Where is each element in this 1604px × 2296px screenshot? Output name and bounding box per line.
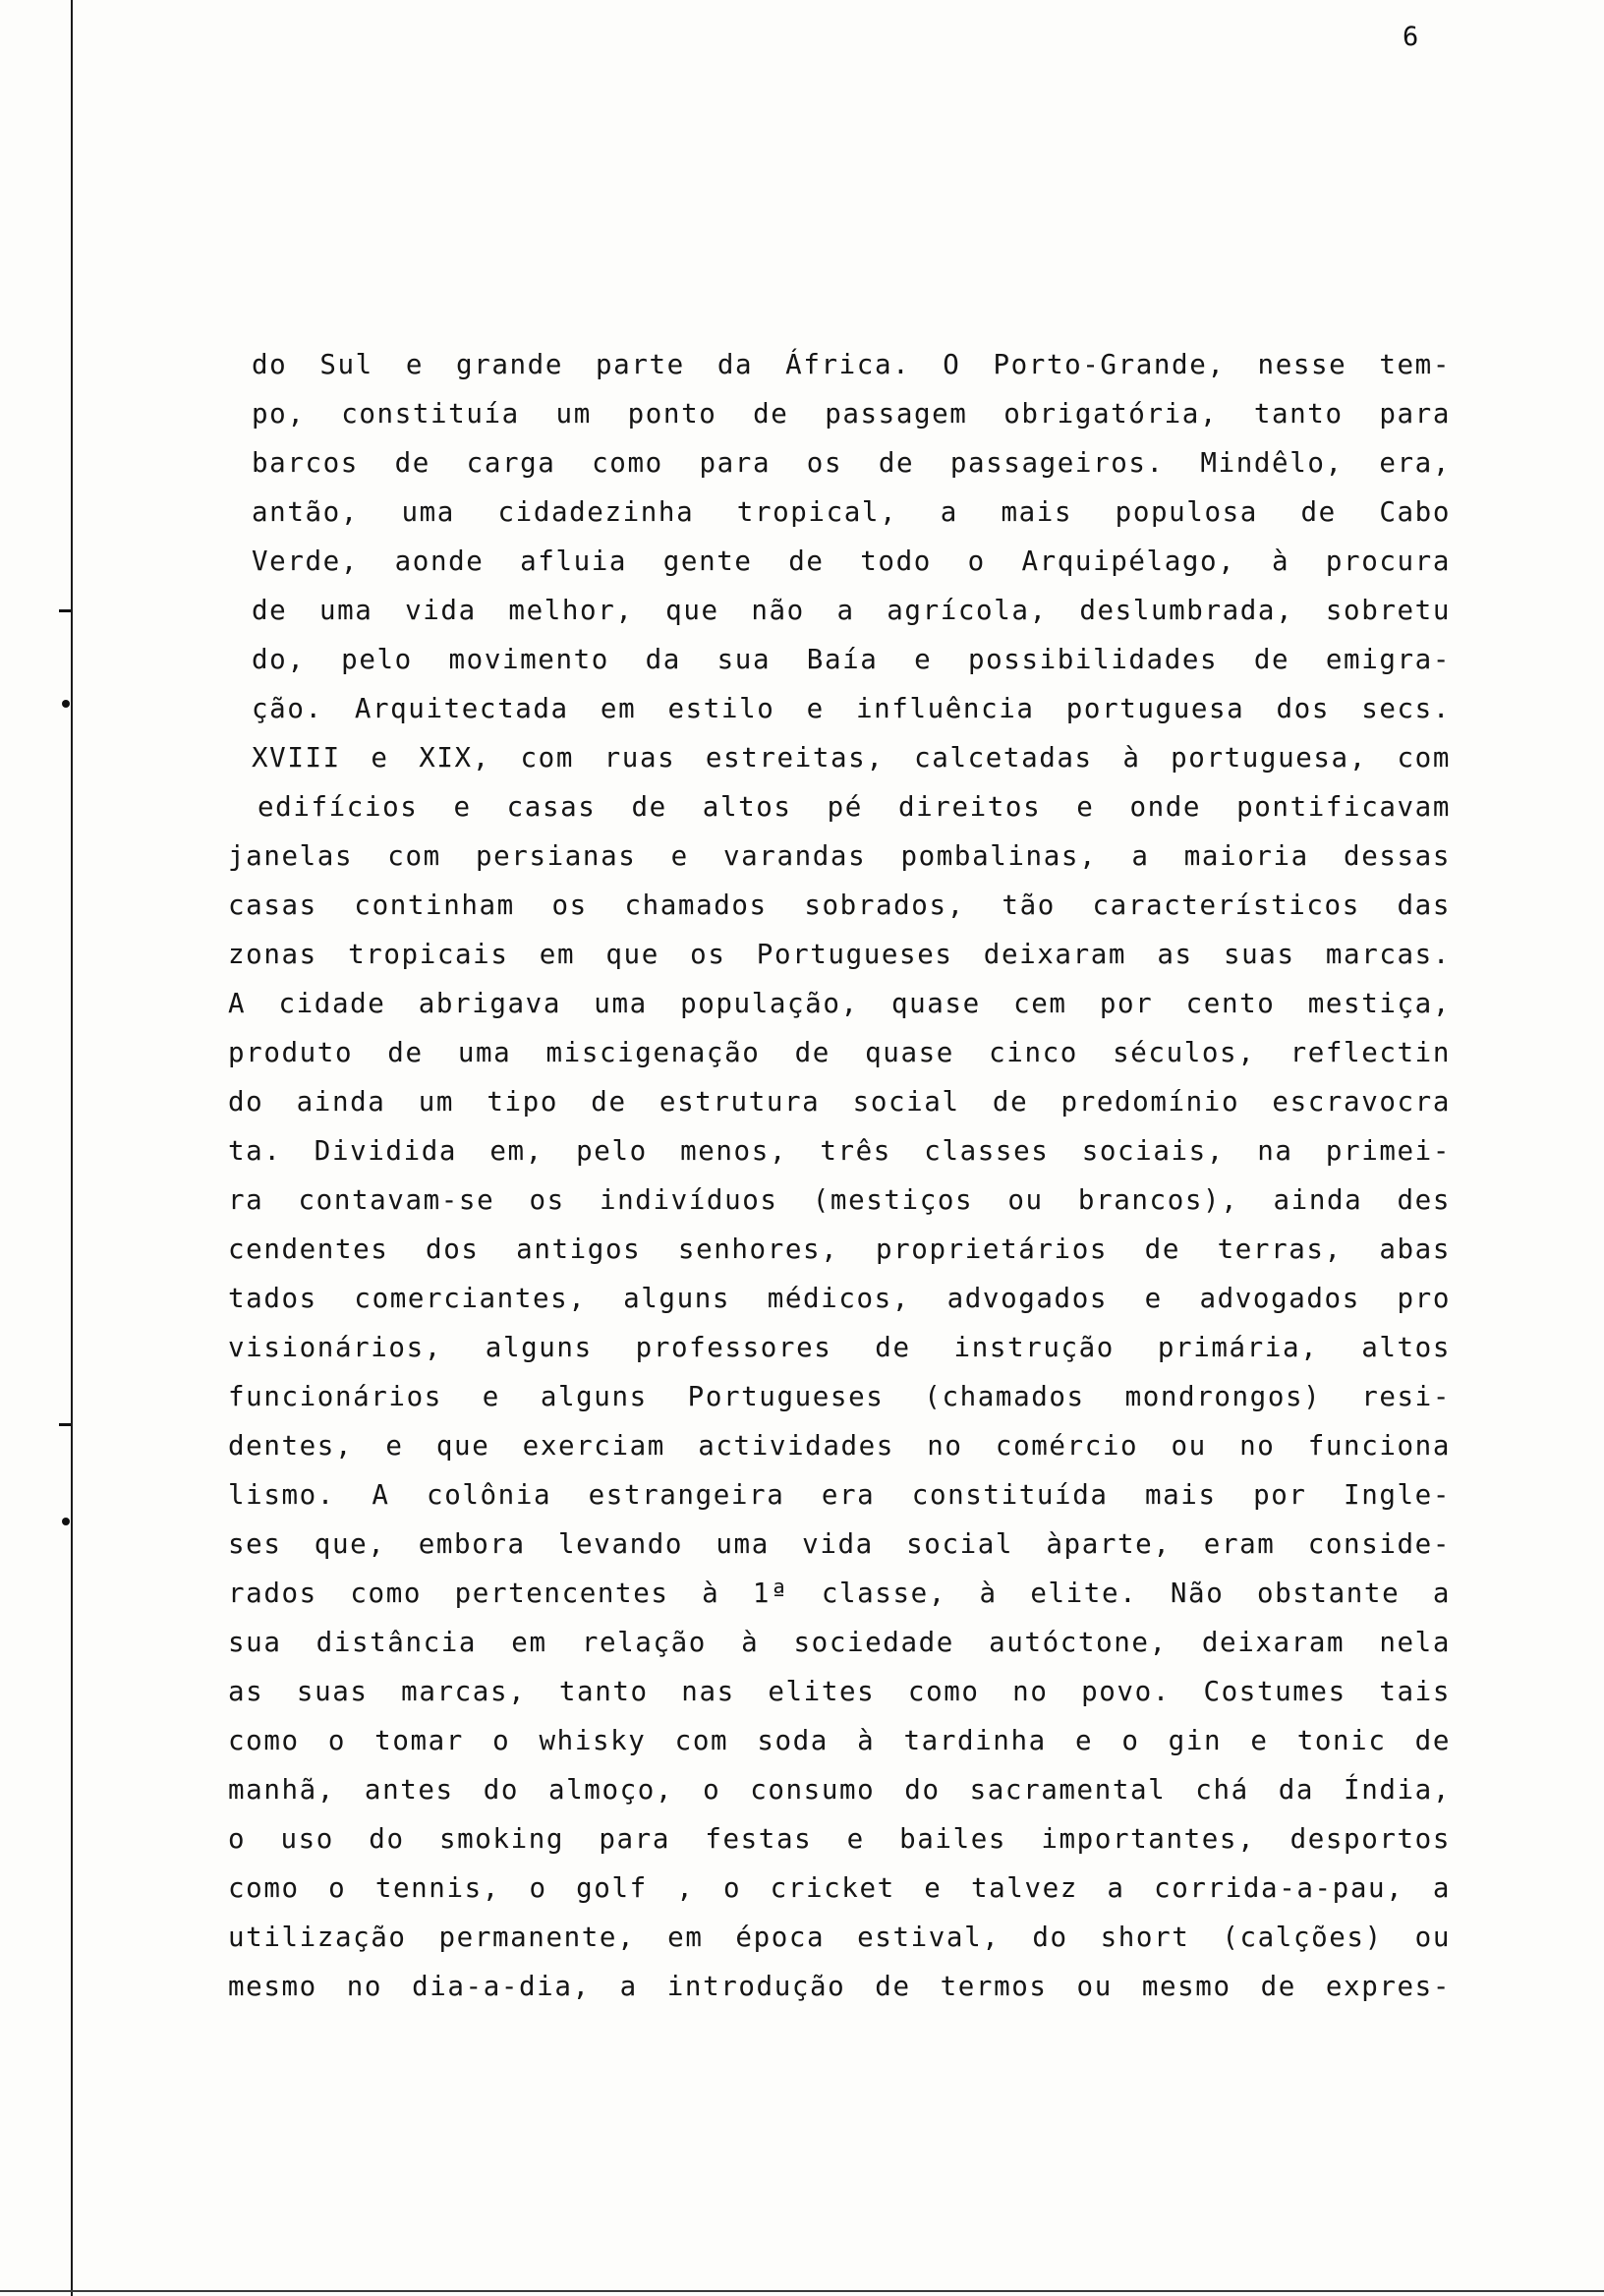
text-line: Verde, aonde afluia gente de todo o Arquipélago, à procura: [252, 545, 1451, 577]
text-line: manhã, antes do almoço, o consumo do sacramental chá da Índia,: [228, 1774, 1451, 1806]
margin-dot-mark: [62, 700, 70, 708]
text-line: visionários, alguns professores de instrução primária, altos: [228, 1332, 1451, 1363]
text-line: XVIII e XIX, com ruas estreitas, calcetadas à portuguesa, com: [252, 742, 1451, 774]
text-line: mesmo no dia-a-dia, a introdução de termos ou mesmo de expres-: [228, 1971, 1451, 2002]
text-line: o uso do smoking para festas e bailes importantes, desportos: [228, 1823, 1451, 1855]
bottom-edge-rule: [0, 2290, 1604, 2292]
text-line: dentes, e que exerciam actividades no comércio ou no funciona: [228, 1430, 1451, 1462]
text-line: produto de uma miscigenação de quase cinco séculos, reflectin: [228, 1037, 1451, 1068]
text-line: como o tomar o whisky com soda à tardinha e o gin e tonic de: [228, 1725, 1451, 1756]
margin-dot-mark: [62, 1518, 70, 1525]
text-line: de uma vida melhor, que não a agrícola, deslumbrada, sobretu: [252, 595, 1451, 626]
text-line: as suas marcas, tanto nas elites como no povo. Costumes tais: [228, 1676, 1451, 1707]
page-number: 6: [1403, 22, 1419, 52]
body-text: [228, 340, 1451, 2011]
text-line: sua distância em relação à sociedade autóctone, deixaram nela: [228, 1627, 1451, 1658]
text-line: do Sul e grande parte da África. O Porto-Grande, nesse tem-: [252, 349, 1451, 380]
text-line: janelas com persianas e varandas pombalinas, a maioria dessas: [228, 840, 1451, 872]
text-line: ses que, embora levando uma vida social àparte, eram conside-: [228, 1528, 1451, 1560]
text-line: zonas tropicais em que os Portugueses deixaram as suas marcas.: [228, 939, 1451, 970]
text-line: utilização permanente, em época estival, do short (calções) ou: [228, 1922, 1451, 1953]
text-line: barcos de carga como para os de passageiros. Mindêlo, era,: [252, 447, 1451, 479]
text-line: rados como pertencentes à 1ª classe, à elite. Não obstante a: [228, 1578, 1451, 1609]
text-line: ção. Arquitectada em estilo e influência portuguesa dos secs.: [252, 693, 1451, 724]
left-margin-rule: [71, 0, 73, 2296]
text-line: ra contavam-se os indivíduos (mestiços ou brancos), ainda des: [228, 1184, 1451, 1216]
text-line: como o tennis, o golf , o cricket e talvez a corrida-a-pau, a: [228, 1872, 1451, 1904]
text-line: cendentes dos antigos senhores, proprietários de terras, abas: [228, 1234, 1451, 1265]
text-line: casas continham os chamados sobrados, tão característicos das: [228, 890, 1451, 921]
text-line: funcionários e alguns Portugueses (chamados mondrongos) resi-: [228, 1381, 1451, 1412]
text-line: tados comerciantes, alguns médicos, advogados e advogados pro: [228, 1283, 1451, 1314]
text-line: do ainda um tipo de estrutura social de predomínio escravocra: [228, 1086, 1451, 1118]
text-line: po, constituía um ponto de passagem obrigatória, tanto para: [252, 398, 1451, 430]
text-line: edifícios e casas de altos pé direitos e onde pontificavam: [258, 791, 1451, 823]
text-line: antão, uma cidadezinha tropical, a mais populosa de Cabo: [252, 496, 1451, 528]
text-line: A cidade abrigava uma população, quase cem por cento mestiça,: [228, 988, 1451, 1019]
text-line: lismo. A colônia estrangeira era constituída mais por Ingle-: [228, 1479, 1451, 1511]
text-line: ta. Dividida em, pelo menos, três classes sociais, na primei-: [228, 1135, 1451, 1167]
margin-tick-mark: [59, 1423, 71, 1426]
text-line: do, pelo movimento da sua Baía e possibilidades de emigra-: [252, 644, 1451, 675]
margin-tick-mark: [59, 609, 71, 612]
